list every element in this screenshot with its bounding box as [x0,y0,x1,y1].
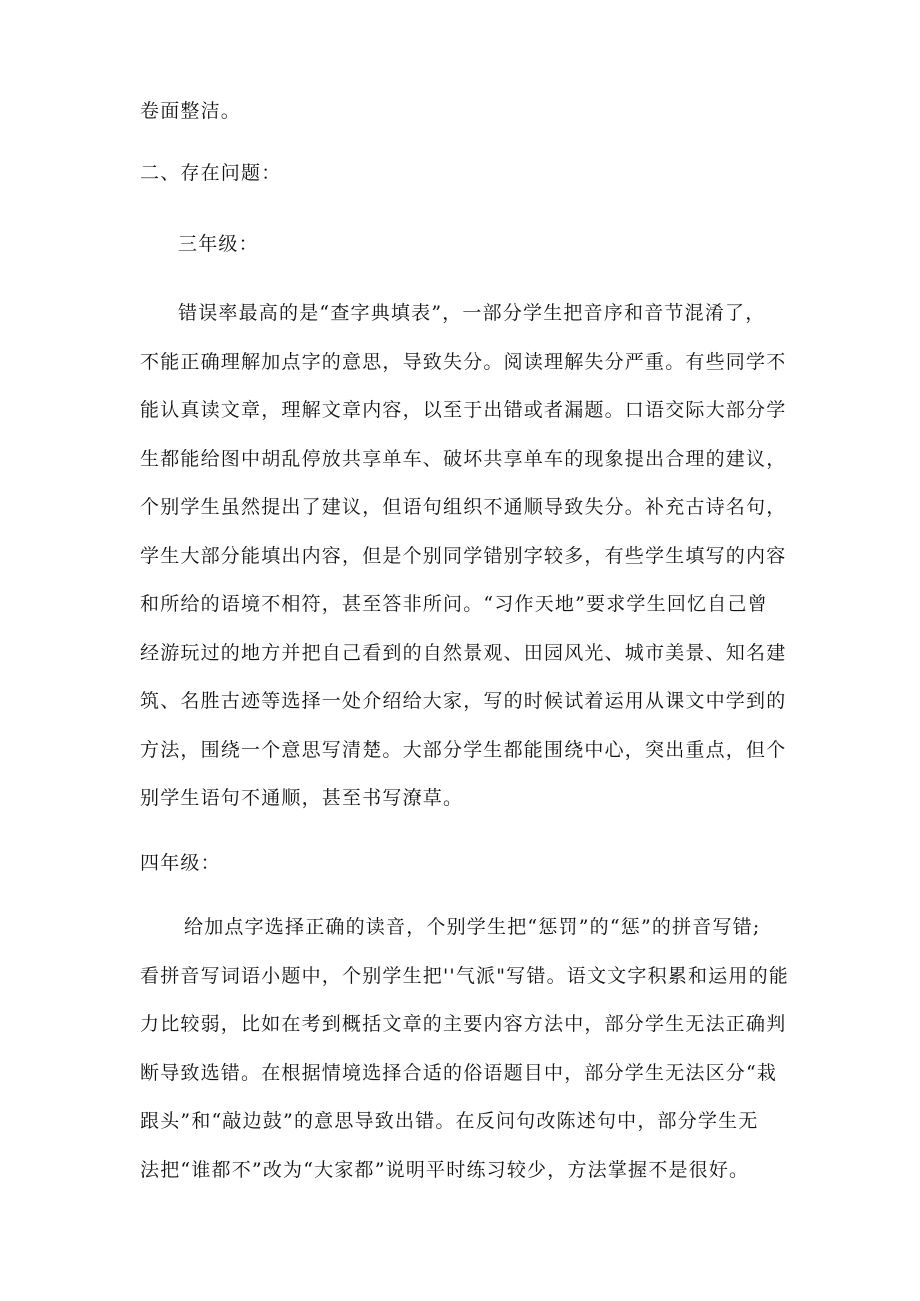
paragraph-line: 和所给的语境不相符，甚至答非所问。“习作天地”要求学生回忆自己曾 [140,593,768,615]
grade4-heading: 四年级： [140,852,221,874]
paragraph-line: 看拼音写词语小题中，个别学生把''气派"写错。语文文字积累和运用的能 [140,964,789,987]
paragraph-line: 经游玩过的地方并把自己看到的自然景观、田园风光、城市美景、知名建 [140,641,787,664]
paragraph-line: 生都能给图中胡乱停放共享单车、破坏共享单车的现象提出合理的建议， [140,447,787,470]
grade4-paragraph [140,903,790,1194]
paragraph-line: 跟头”和“敲边鼓”的意思导致出错。在反问句改陈述句中，部分学生无 [140,1110,759,1132]
paragraph-line: 不能正确理解加点字的意思，导致失分。阅读理解失分严重。有些同学不 [140,350,787,373]
intro-tail-text: 卷面整洁。 [140,100,242,122]
paragraph-line: 给加点字选择正确的读音，个别学生把“惩罚”的“惩”的拼音写错; [184,916,761,938]
section-heading: 二、存在问题： [140,162,282,184]
grade3-paragraph [140,289,790,823]
paragraph-line: 能认真读文章，理解文章内容，以至于出错或者漏题。口语交际大部分学 [140,399,787,421]
paragraph-line: 别学生语句不通顺，甚至书写潦草。 [140,787,464,809]
paragraph-line: 个别学生虽然提出了建议，但语句组织不通顺导致失分。补充古诗名句， [140,496,787,518]
paragraph-line: 断导致选错。在根据情境选择合适的俗语题目中，部分学生无法区分“栽 [140,1061,778,1084]
paragraph-line: 筑、名胜古迹等选择一处介绍给大家，写的时候试着运用从课文中学到的 [140,690,787,712]
paragraph-line: 错误率最高的是“查字典填表”，一部分学生把音序和音节混淆了， [178,302,766,324]
paragraph-line: 学生大部分能填出内容，但是个别同学错别字较多，有些学生填写的内容 [140,544,787,567]
paragraph-line: 法把“谁都不”改为“大家都”说明平时练习较少，方法掌握不是很好。 [140,1158,750,1181]
paragraph-line: 力比较弱，比如在考到概括文章的主要内容方法中，部分学生无法正确判 [140,1013,787,1035]
grade3-heading: 三年级： [178,233,259,255]
paragraph-line: 方法，围绕一个意思写清楚。大部分学生都能围绕中心，突出重点，但个 [140,738,787,761]
